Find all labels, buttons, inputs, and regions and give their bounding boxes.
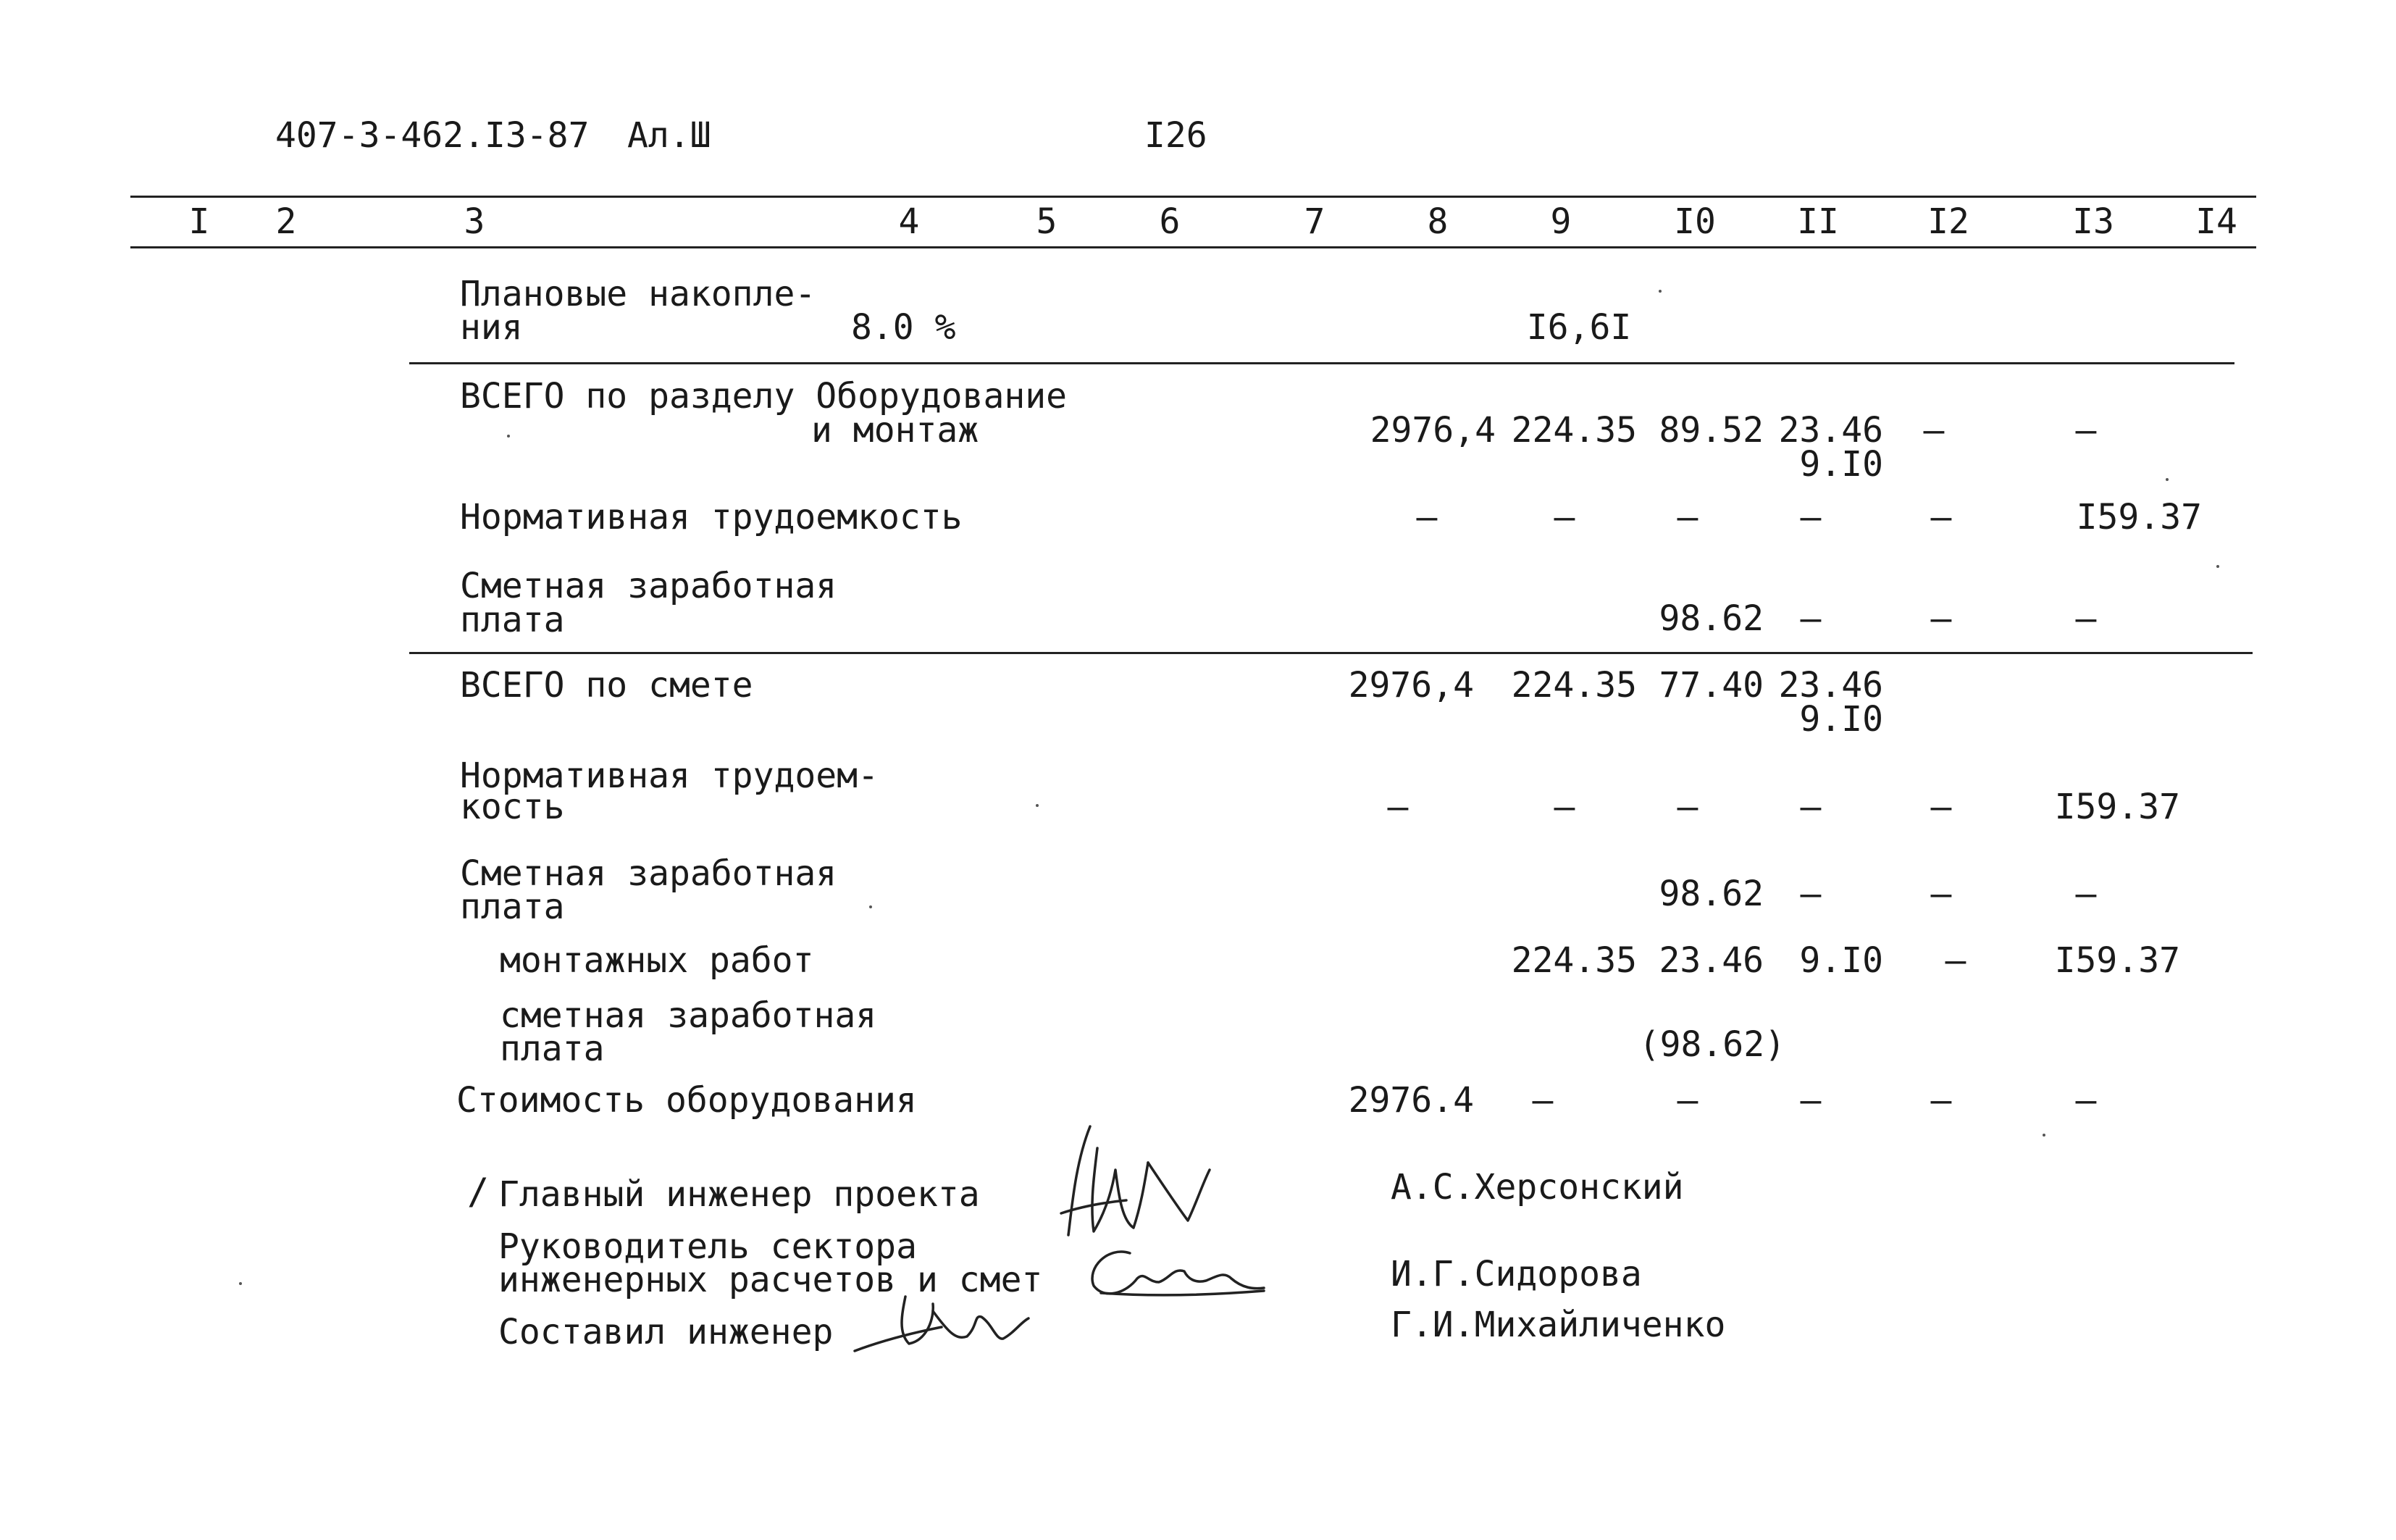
signatory-role: Составил инженер (498, 1312, 834, 1352)
row-label: плата (500, 1029, 605, 1069)
row-label: Стоимость оборудования (456, 1080, 917, 1121)
column-number: I2 (1927, 201, 1969, 242)
column-number: 7 (1304, 201, 1325, 242)
cell-col-9: I6,6I (1526, 307, 1632, 348)
signatory-name: И.Г.Сидорова (1391, 1254, 1642, 1294)
cell-col-9: 224.35 (1511, 940, 1637, 981)
signature-author-icon (847, 1282, 1036, 1362)
row-label: монтажных работ (500, 940, 814, 981)
column-header-top-rule (130, 196, 2256, 198)
row-label: ния (460, 307, 523, 348)
cell-col-11: – (1800, 497, 1822, 537)
cell-col-10: – (1677, 787, 1698, 827)
cell-col-8: 2976.4 (1348, 1080, 1474, 1121)
column-number: 9 (1550, 201, 1572, 242)
cell-col-11: – (1800, 874, 1822, 914)
cell-col-12: – (1945, 940, 1966, 981)
cell-col-9: – (1532, 1080, 1554, 1121)
cell-col-12: – (1930, 787, 1952, 827)
column-number: 2 (275, 201, 297, 242)
cell-col-13: – (2075, 874, 2097, 914)
column-number: 6 (1159, 201, 1181, 242)
column-number: 3 (464, 201, 485, 242)
cell-col-9: 224.35 (1511, 665, 1637, 706)
row-label: и монтаж (811, 410, 979, 451)
cell-col-10: 89.52 (1659, 410, 1764, 451)
cell-col-13: – (2075, 410, 2097, 451)
cell-col-12: – (1923, 410, 1945, 451)
cell-col-12: – (1930, 1080, 1952, 1121)
cell-col-12: – (1930, 874, 1952, 914)
cell-col-8: 2976,4 (1370, 410, 1496, 451)
signature-mark-icon: / (467, 1171, 490, 1213)
row-label: кость (460, 787, 565, 827)
row-label: Нормативная трудоемкость (460, 497, 963, 537)
row-label: ВСЕГО по смете (460, 665, 753, 706)
cell-col-9: – (1554, 787, 1575, 827)
cell-col-11: 23.46 (1778, 665, 1883, 706)
document-code: 407-3-462.I3-87 (275, 115, 590, 156)
cell-col-8: – (1416, 497, 1438, 537)
row-label: Сметная заработная (460, 566, 837, 606)
cell-col-9: 224.35 (1511, 410, 1637, 451)
cell-col-10: 98.62 (1659, 598, 1764, 639)
column-number: 4 (898, 201, 920, 242)
column-header-bottom-rule (130, 246, 2256, 248)
column-number: I0 (1674, 201, 1716, 242)
cell-col-12: – (1930, 497, 1952, 537)
cell-col-10: – (1677, 497, 1698, 537)
cell-col-8: 2976,4 (1348, 665, 1474, 706)
cell-col-8: – (1387, 787, 1409, 827)
column-number: 8 (1427, 201, 1449, 242)
cell-col-10: (98.62) (1638, 1024, 1785, 1065)
cell-col-11: – (1800, 598, 1822, 639)
row-label: Плановые накопле- (460, 274, 816, 314)
signature-head-icon (1079, 1239, 1268, 1304)
cell-col-13: I59.37 (2054, 787, 2180, 827)
column-number: 5 (1036, 201, 1057, 242)
cell-col-10: 98.62 (1659, 874, 1764, 914)
cell-col-11: 23.46 (1778, 410, 1883, 451)
row-label: сметная заработная (500, 995, 877, 1036)
row-label: плата (460, 600, 565, 640)
column-number: I (188, 201, 210, 242)
album-number: Ал.Ш (627, 115, 711, 156)
section-rule (409, 652, 2253, 654)
column-number: II (1797, 201, 1839, 242)
cell-col-10: 23.46 (1659, 940, 1764, 981)
row-label: ВСЕГО по разделу Оборудование (460, 376, 1068, 417)
signatory-name: А.С.Херсонский (1391, 1167, 1684, 1208)
signatory-role: Руководитель сектора (498, 1226, 917, 1267)
cell-col-11-sub: 9.I0 (1799, 699, 1883, 740)
column-number: I3 (2072, 201, 2114, 242)
cell-col-11: 9.I0 (1799, 940, 1883, 981)
cell-col-12: – (1930, 598, 1952, 639)
cell-col-10: 77.40 (1659, 665, 1764, 706)
cell-col-13: I59.37 (2054, 940, 2180, 981)
cell-col-11-sub: 9.I0 (1799, 444, 1883, 485)
rate-value: 8.0 % (851, 307, 956, 348)
signatory-role: инженерных расчетов и смет (498, 1260, 1043, 1300)
cell-col-13: – (2075, 1080, 2097, 1121)
row-label: плата (460, 887, 565, 927)
section-rule (409, 362, 2234, 364)
column-number: I4 (2195, 201, 2237, 242)
cell-col-13: – (2075, 598, 2097, 639)
signatory-role: Главный инженер проекта (498, 1174, 980, 1215)
signatory-name: Г.И.Михайличенко (1391, 1305, 1726, 1345)
cell-col-9: – (1554, 497, 1575, 537)
row-label: Сметная заработная (460, 853, 837, 894)
page-number: I26 (1144, 115, 1207, 156)
cell-col-11: – (1800, 1080, 1822, 1121)
cell-col-11: – (1800, 787, 1822, 827)
cell-col-13: I59.37 (2076, 497, 2202, 537)
cell-col-10: – (1677, 1080, 1698, 1121)
signature-chief-icon (1054, 1119, 1220, 1250)
row-label: Нормативная трудоем- (460, 756, 879, 796)
